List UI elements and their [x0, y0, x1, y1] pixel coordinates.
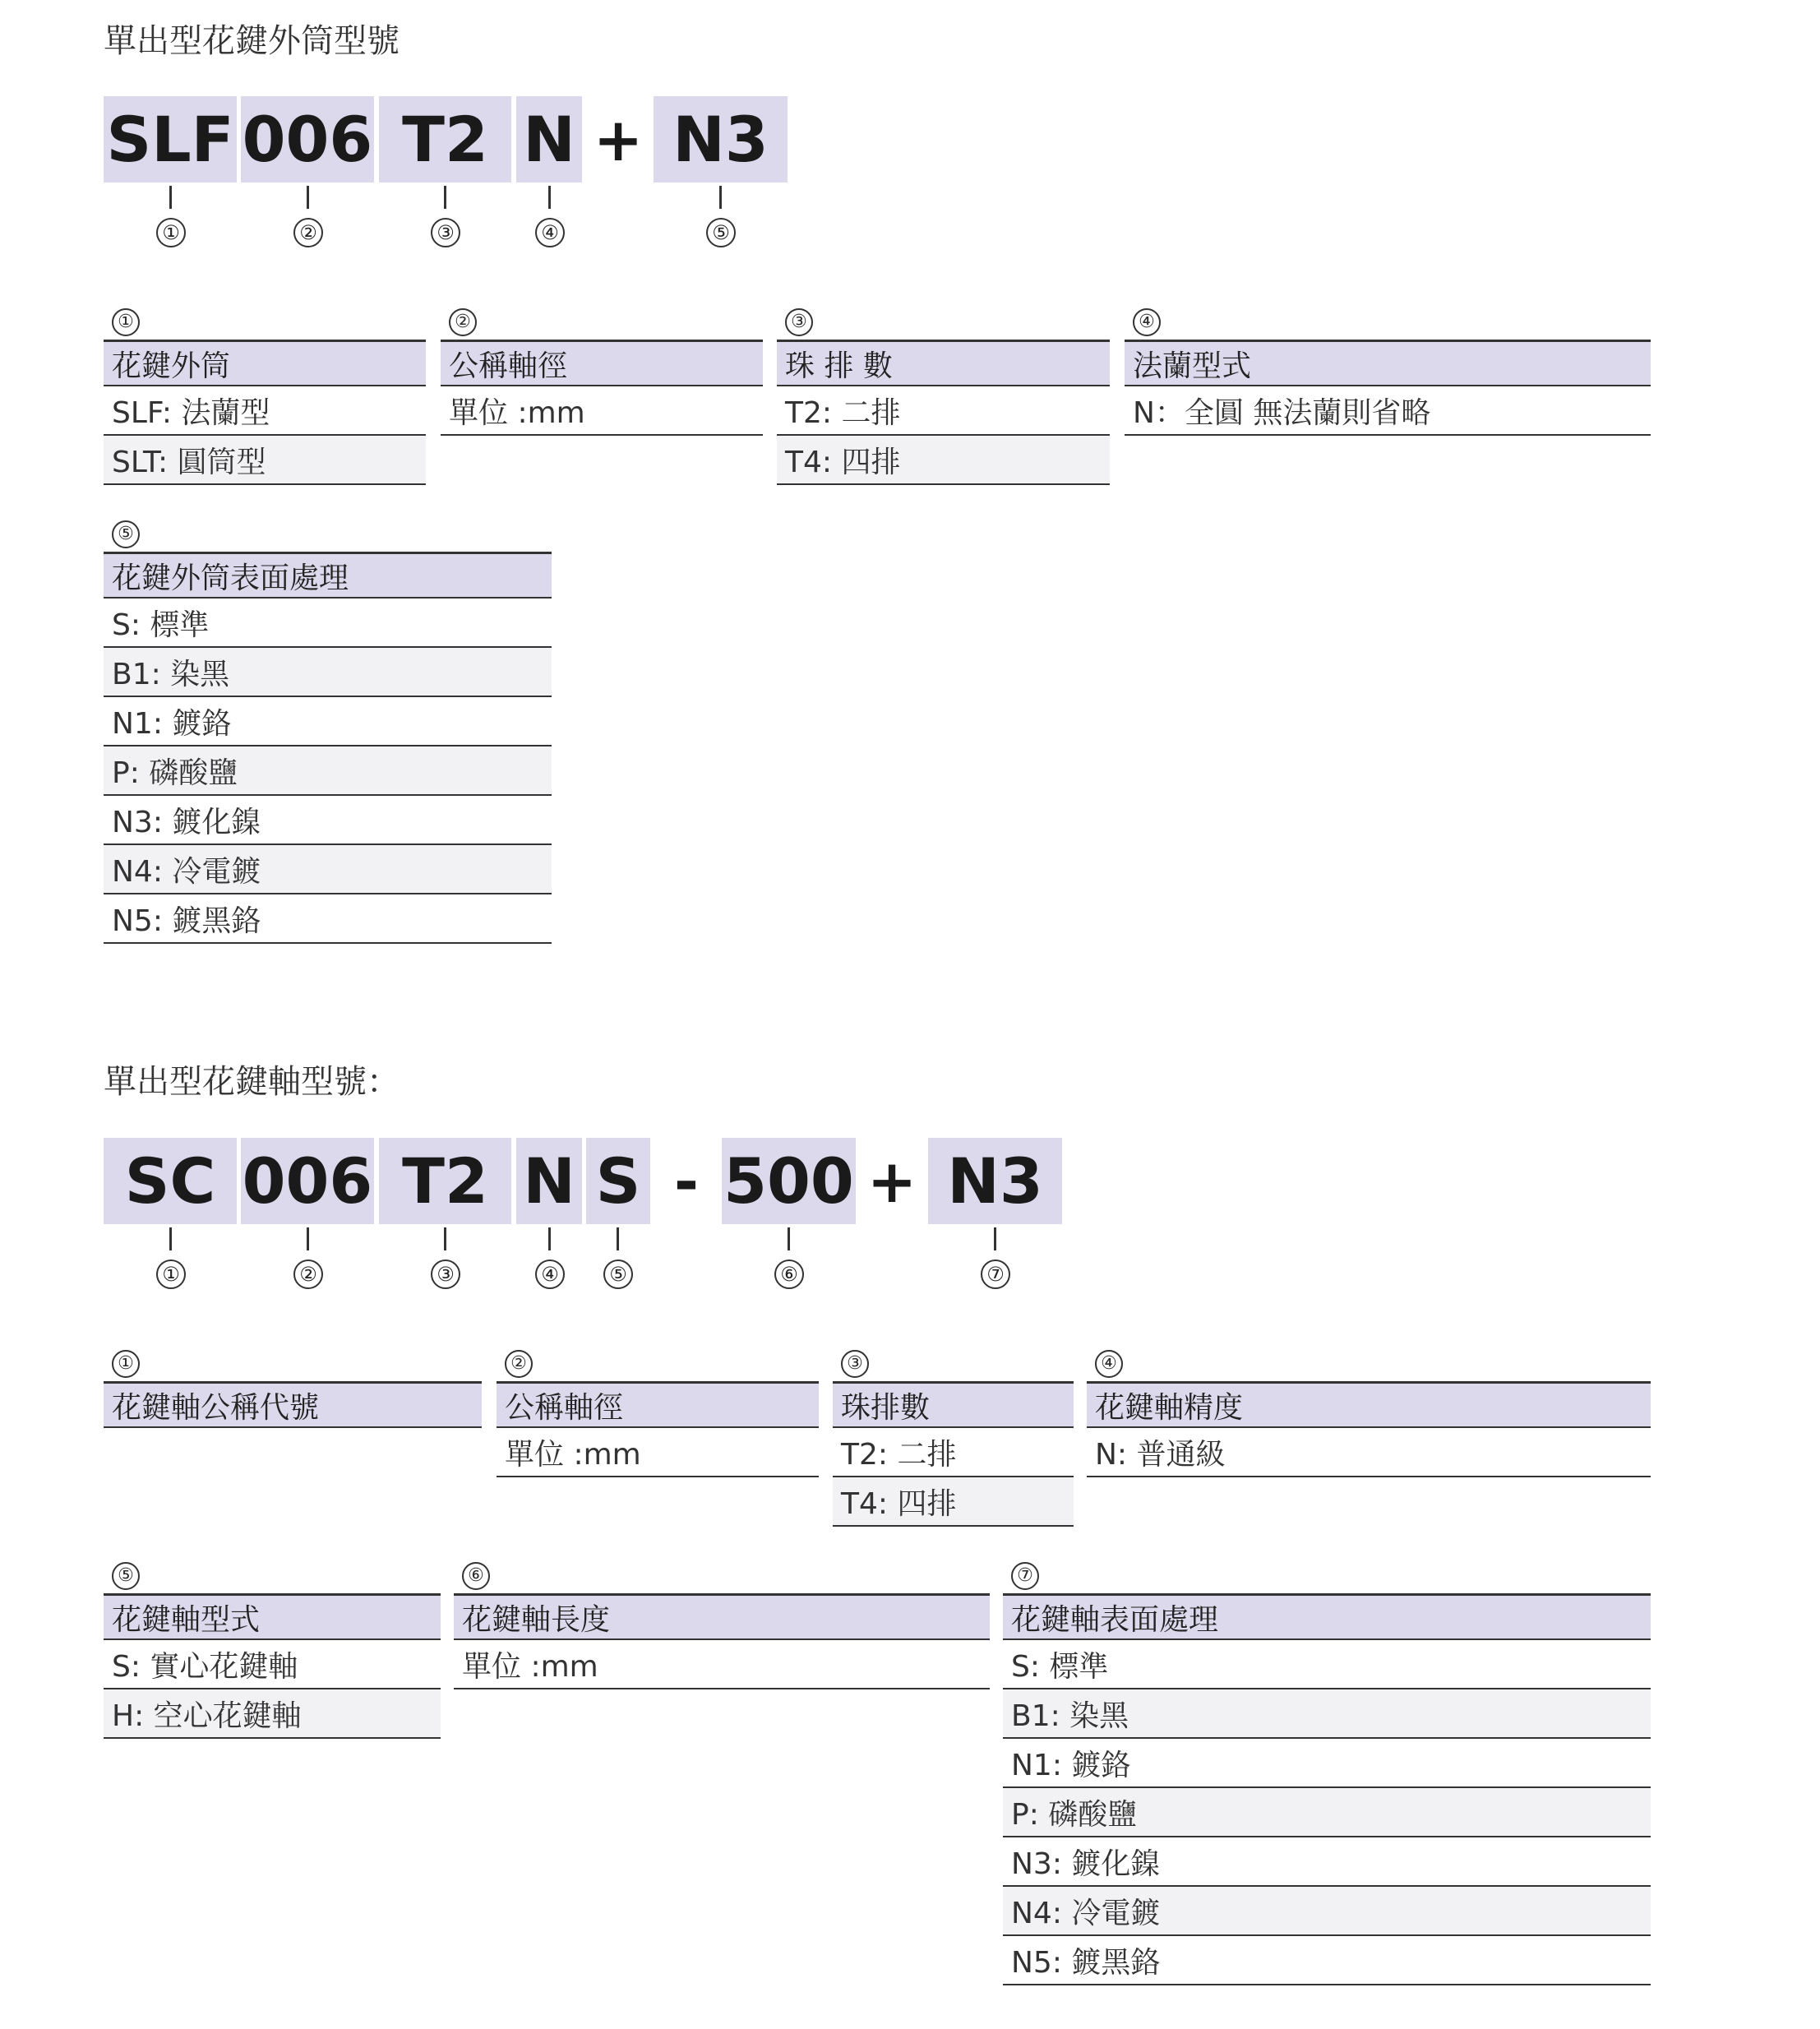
code-part-rows: T2	[379, 96, 511, 183]
group-row: S: 標準	[1003, 1640, 1651, 1689]
marker-tick	[444, 1227, 446, 1250]
group-row: N：全圓 無法蘭則省略	[1125, 386, 1651, 436]
group-number: ③	[841, 1350, 869, 1378]
group-header: 花鍵軸長度	[454, 1593, 990, 1640]
spec-group-nominal-diameter	[441, 308, 763, 436]
spec-group-shaft-code	[104, 1350, 482, 1428]
group-row: N1: 鍍鉻	[104, 697, 552, 746]
group-row: T2: 二排	[833, 1428, 1074, 1477]
marker-3: ③	[431, 218, 460, 247]
spec-group-ball-rows	[833, 1350, 1074, 1527]
group-row: S: 實心花鍵軸	[104, 1640, 441, 1689]
group-number: ①	[112, 1350, 140, 1378]
code-part-series: SC	[104, 1138, 237, 1224]
marker-tick	[994, 1227, 996, 1250]
group-header: 法蘭型式	[1125, 340, 1651, 386]
marker-7: ⑦	[981, 1259, 1010, 1289]
marker-5: ⑤	[603, 1259, 633, 1289]
group-row: T4: 四排	[833, 1477, 1074, 1527]
marker-6: ⑥	[774, 1259, 804, 1289]
marker-tick	[169, 186, 172, 209]
group-row: SLT: 圓筒型	[104, 436, 426, 485]
code-part-surface: N3	[928, 1138, 1062, 1224]
group-header: 公稱軸徑	[441, 340, 763, 386]
spec-group-surface-treatment	[104, 520, 552, 944]
group-header: 珠 排 數	[777, 340, 1110, 386]
group-header: 珠排數	[833, 1381, 1074, 1428]
spec-group-shaft-type	[104, 1562, 441, 1739]
marker-2: ②	[293, 1259, 323, 1289]
group-row: N5: 鍍黑鉻	[104, 894, 552, 944]
marker-tick	[307, 186, 309, 209]
group-header: 花鍵軸精度	[1087, 1381, 1651, 1428]
group-row: N4: 冷電鍍	[1003, 1887, 1651, 1936]
code-separator-plus: +	[866, 1146, 917, 1216]
group-number: ⑤	[112, 1562, 140, 1590]
marker-5: ⑤	[706, 218, 736, 247]
marker-tick	[169, 1227, 172, 1250]
group-header: 花鍵外筒	[104, 340, 426, 386]
marker-2: ②	[293, 218, 323, 247]
group-row: N3: 鍍化鎳	[1003, 1837, 1651, 1887]
code-part-series: SLF	[104, 96, 237, 183]
group-row: T4: 四排	[777, 436, 1110, 485]
group-header: 花鍵軸公稱代號	[104, 1381, 482, 1428]
section2-title: 單出型花鍵軸型號：	[104, 1063, 400, 1101]
marker-1: ①	[156, 218, 186, 247]
section1-title: 單出型花鍵外筒型號	[104, 22, 400, 60]
group-number: ⑤	[112, 520, 140, 548]
code-part-surface: N3	[654, 96, 788, 183]
spec-group-nominal-diameter	[497, 1350, 819, 1477]
group-number: ⑦	[1011, 1562, 1039, 1590]
code-separator-plus: +	[593, 104, 644, 174]
group-row: N5: 鍍黑鉻	[1003, 1936, 1651, 1985]
code-part-diameter: 006	[241, 1138, 374, 1224]
spec-group-flange-type	[1125, 308, 1651, 436]
group-header: 公稱軸徑	[497, 1381, 819, 1428]
group-number: ②	[505, 1350, 533, 1378]
group-row: H: 空心花鍵軸	[104, 1689, 441, 1739]
marker-4: ④	[535, 1259, 565, 1289]
code-part-rows: T2	[379, 1138, 511, 1224]
group-row: N1: 鍍鉻	[1003, 1739, 1651, 1788]
code-part-shaft-type: S	[586, 1138, 650, 1224]
group-number: ④	[1133, 308, 1161, 336]
group-number: ②	[449, 308, 477, 336]
marker-tick	[307, 1227, 309, 1250]
group-row: SLF: 法蘭型	[104, 386, 426, 436]
group-row: N4: 冷電鍍	[104, 845, 552, 894]
marker-3: ③	[431, 1259, 460, 1289]
group-row: B1: 染黑	[104, 648, 552, 697]
marker-tick	[548, 1227, 551, 1250]
code-part-diameter: 006	[241, 96, 374, 183]
group-row: 單位 :mm	[454, 1640, 990, 1689]
group-row: 單位 :mm	[497, 1428, 819, 1477]
marker-tick	[444, 186, 446, 209]
code-part-flange: N	[516, 96, 582, 183]
group-number: ④	[1095, 1350, 1123, 1378]
marker-tick	[788, 1227, 790, 1250]
group-row: N3: 鍍化鎳	[104, 796, 552, 845]
spec-group-shaft-length	[454, 1562, 990, 1689]
code-part-length: 500	[722, 1138, 856, 1224]
group-row: N: 普通級	[1087, 1428, 1651, 1477]
marker-tick	[548, 186, 551, 209]
group-row: B1: 染黑	[1003, 1689, 1651, 1739]
group-number: ⑥	[462, 1562, 490, 1590]
code-part-precision: N	[516, 1138, 582, 1224]
spec-group-ball-rows	[777, 308, 1110, 485]
group-header: 花鍵外筒表面處理	[104, 552, 552, 599]
group-header: 花鍵軸表面處理	[1003, 1593, 1651, 1640]
group-number: ①	[112, 308, 140, 336]
marker-4: ④	[535, 218, 565, 247]
group-row: T2: 二排	[777, 386, 1110, 436]
marker-tick	[719, 186, 722, 209]
spec-group-shaft-surface-treatment	[1003, 1562, 1651, 1985]
group-header: 花鍵軸型式	[104, 1593, 441, 1640]
marker-tick	[617, 1227, 619, 1250]
spec-group-shaft-precision	[1087, 1350, 1651, 1477]
code-separator-dash: -	[674, 1146, 699, 1216]
group-row: S: 標準	[104, 599, 552, 648]
group-row: P: 磷酸鹽	[1003, 1788, 1651, 1837]
group-row: 單位 :mm	[441, 386, 763, 436]
marker-1: ①	[156, 1259, 186, 1289]
group-row: P: 磷酸鹽	[104, 746, 552, 796]
spec-group-outer-cylinder	[104, 308, 426, 485]
group-number: ③	[785, 308, 813, 336]
